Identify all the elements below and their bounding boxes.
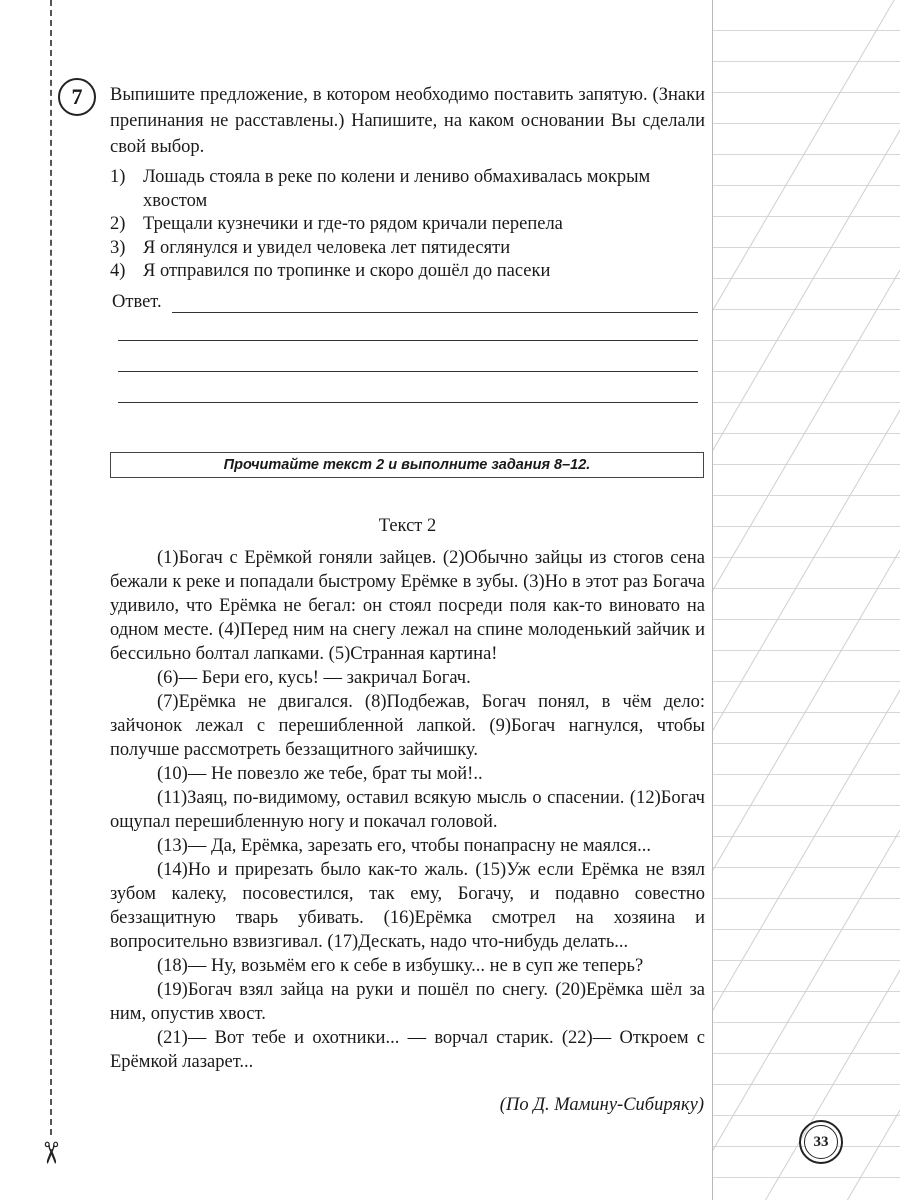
page-number-badge — [799, 1120, 843, 1164]
slant-guide-lines — [712, 0, 900, 1200]
task7-intro: Выпишите предложение, в котором необходимо поставить запятую. (Знаки препинания не расставлены.) Напишите, на каком основании Вы сделали свой выбор. — [110, 85, 705, 157]
cut-line — [50, 0, 52, 1135]
text-paragraph: (11)Заяц, по-видимому, оставил всякую мысль о спасении. (12)Богач ощупал перешибленную ногу и покачал головой. — [110, 788, 705, 832]
margin-strip-border — [712, 0, 713, 1200]
instruction-box: Прочитайте текст 2 и выполните задания 8–12. — [110, 452, 704, 478]
text-paragraph: (19)Богач взял зайца на руки и пошёл по снегу. (20)Ерёмка шёл за ним, опустив хвост. — [110, 980, 705, 1024]
scissors-icon: ✂ — [32, 1140, 68, 1166]
text-paragraph: (1)Богач с Ерёмкой гоняли зайцев. (2)Обычно зайцы из стогов сена бежали к реке и попадали быстрому Ерёмке в зубы. (3)Но в этот раз Богача удивило, что Ерёмка не бегал: он стоял посреди поля как-то виновато на одном месте. (4)Перед ним на снегу лежал на спине молоденький зайчик и бессильно болтал лапками. (5)Странная картина! — [110, 548, 705, 664]
text-paragraph: (10)— Не повезло же тебе, брат ты мой!.. — [157, 764, 483, 784]
answer-line[interactable] — [172, 312, 698, 313]
option-number: 2) — [110, 214, 126, 234]
margin-writing-strip — [712, 0, 900, 1200]
option-number: 1) — [110, 167, 126, 187]
text-paragraph: (7)Ерёмка не двигался. (8)Подбежав, Богач понял, в чём дело: зайчонок лежал с перешибленной лапкой. (9)Богач нагнулся, чтобы получше рассмотреть беззащитного зайчишку. — [110, 692, 705, 760]
text-paragraph: (6)— Бери его, кусь! — закричал Богач. — [157, 668, 471, 688]
text-paragraph: (13)— Да, Ерёмка, зарезать его, чтобы понапрасну не маялся... — [157, 836, 651, 856]
answer-line[interactable] — [118, 371, 698, 372]
option-item — [110, 237, 705, 261]
answer-line[interactable] — [118, 340, 698, 341]
text-paragraph: (21)— Вот тебе и охотники... — ворчал старик. (22)— Откроем с Ерёмкой лазарет... — [110, 1028, 705, 1072]
answer-line[interactable] — [118, 402, 698, 403]
option-text: Лошадь стояла в реке по колени и лениво обмахивалась мокрым хвостом — [143, 167, 651, 211]
text-title: Текст 2 — [378, 516, 437, 536]
option-item — [110, 213, 705, 237]
option-number: 4) — [110, 261, 126, 281]
task7-options — [110, 166, 705, 284]
option-text: Трещали кузнечики и где-то рядом кричали перепела — [143, 214, 563, 234]
option-text: Я отправился по тропинке и скоро дошёл до пасеки — [143, 261, 551, 281]
answer-label: Ответ. — [112, 292, 162, 312]
option-text: Я оглянулся и увидел человека лет пятидесяти — [143, 237, 511, 258]
page-number: 33 — [804, 1125, 838, 1159]
task-number-badge: 7 — [58, 78, 96, 116]
option-item — [110, 260, 705, 284]
text-body — [110, 546, 705, 1074]
option-item — [110, 166, 705, 213]
text-paragraph: (14)Но и прирезать было как-то жаль. (15)Уж если Ерёмка не взял зубом калеку, посовестился, так ему, Богачу, и подавно совестно беззащитную тварь убивать. (16)Ерёмка смотрел на хозяина и вопросительно взвизгивал. (17)Дескать, надо что-нибудь делать... — [110, 860, 705, 952]
text-paragraph: (18)— Ну, возьмём его к себе в избушку... не в суп же теперь? — [157, 956, 644, 976]
option-number: 3) — [110, 237, 126, 258]
author-attribution: (По Д. Мамину-Сибиряку) — [499, 1095, 704, 1115]
